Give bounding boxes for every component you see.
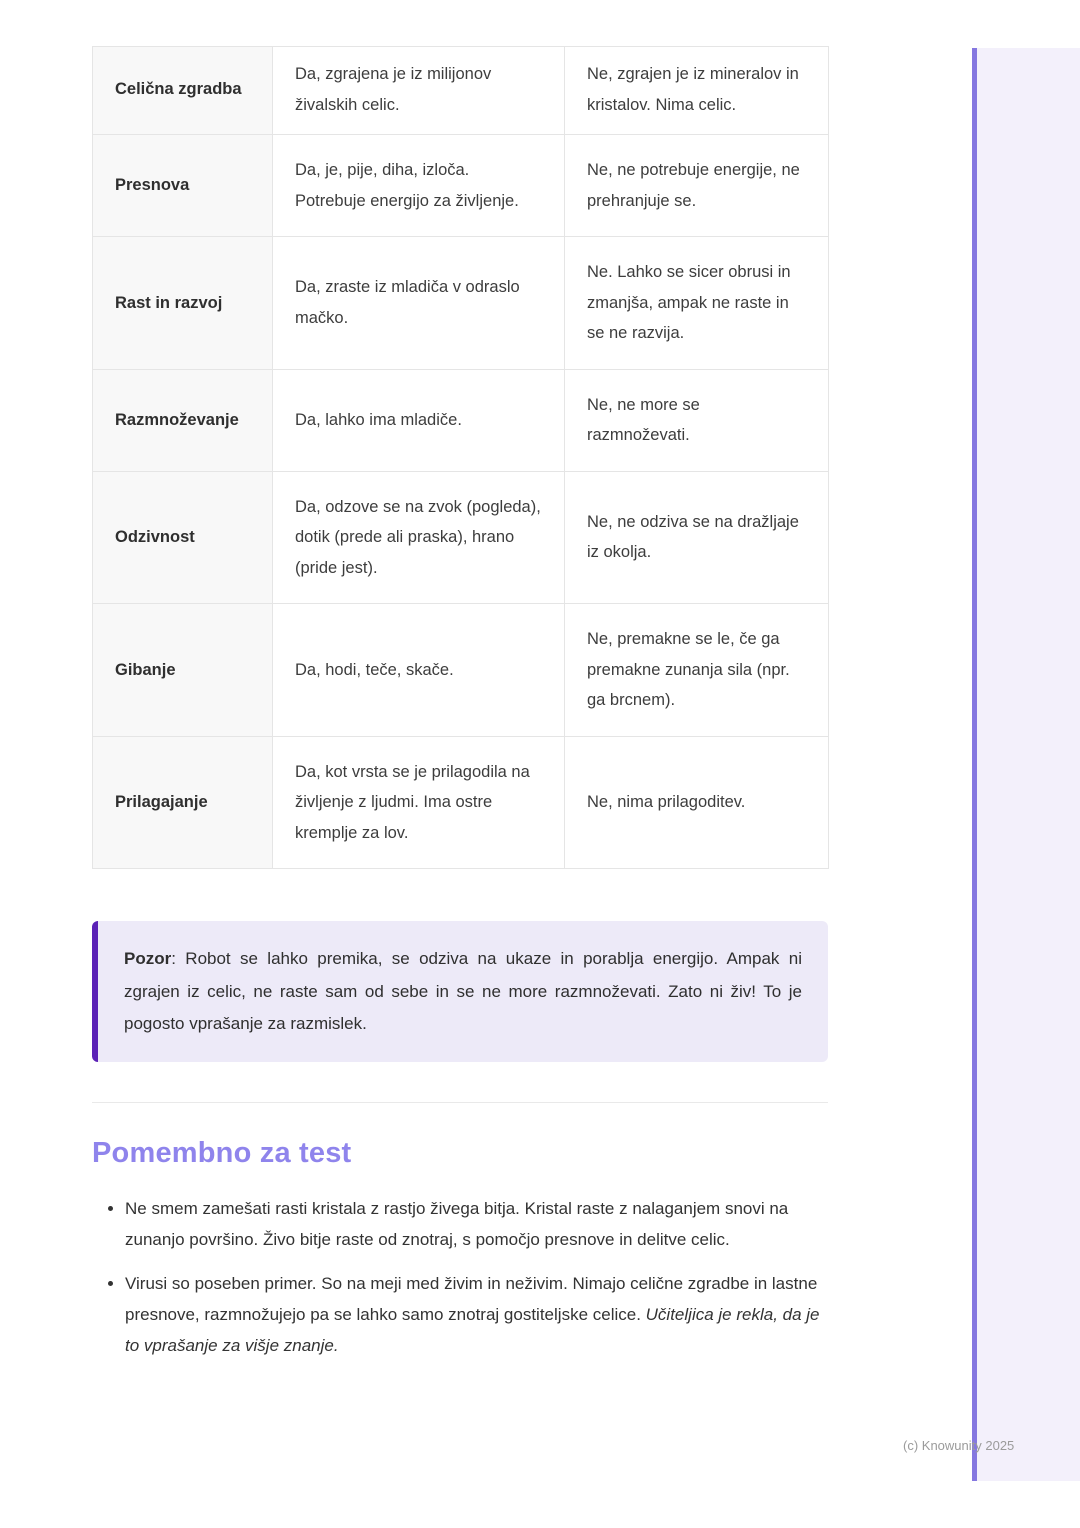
- section-divider: [92, 1102, 828, 1103]
- table-row: [93, 604, 829, 737]
- living-answer-cell: Da, hodi, teče, skače.: [273, 604, 565, 737]
- living-answer-cell: Da, kot vrsta se je prilagodila na življenje z ljudmi. Ima ostre kremplje za lov.: [273, 736, 565, 869]
- right-margin-strip: [977, 48, 1080, 1481]
- table-row: [93, 47, 829, 135]
- table-row: [93, 135, 829, 237]
- section-heading: Pomembno za test: [92, 1137, 352, 1170]
- list-item-text: Ne smem zamešati rasti kristala z rastjo živega bitja. Kristal raste z nalaganjem snovi na zunanjo površino. Živo bitje raste od znotraj, s pomočjo presnove in delitve celic.: [125, 1199, 789, 1250]
- criterion-cell: Razmnoževanje: [93, 369, 273, 471]
- list-item-text: Virusi so poseben primer. So na meji med živim in neživim. Nimajo celične zgradbe in lastne presnove, razmnožujejo pa se lahko samo znotraj gostiteljske celice.: [125, 1274, 818, 1324]
- document-content: [92, 0, 828, 1375]
- nonliving-answer-cell: Ne, ne odziva se na dražljaje iz okolja.: [565, 471, 829, 604]
- living-vs-nonliving-table: [92, 46, 829, 869]
- nonliving-answer-cell: Ne, premakne se le, če ga premakne zunanja sila (npr. ga brcnem).: [565, 604, 829, 737]
- callout-label: Pozor: [124, 949, 172, 969]
- nonliving-answer-cell: Ne, ne more se razmnoževati.: [565, 369, 829, 471]
- copyright-text: (c) Knowunity 2025: [903, 1438, 1015, 1453]
- important-notes-list: [92, 1194, 828, 1362]
- table-row: [93, 237, 829, 370]
- table-row: [93, 471, 829, 604]
- criterion-cell: Odzivnost: [93, 471, 273, 604]
- table-row: [93, 369, 829, 471]
- nonliving-answer-cell: Ne. Lahko se sicer obrusi in zmanjša, ampak ne raste in se ne razvija.: [565, 237, 829, 370]
- criterion-cell: Presnova: [93, 135, 273, 237]
- criterion-cell: Gibanje: [93, 604, 273, 737]
- pozor-callout: [92, 921, 828, 1062]
- right-accent-line: [972, 48, 977, 1481]
- nonliving-answer-cell: Ne, zgrajen je iz mineralov in kristalov. Nima celic.: [565, 47, 829, 135]
- list-item: [125, 1269, 828, 1362]
- living-answer-cell: Da, odzove se na zvok (pogleda), dotik (prede ali praska), hrano (pride jest).: [273, 471, 565, 604]
- list-item-italic-text: Učiteljica je rekla, da je to vprašanje za višje znanje.: [125, 1304, 820, 1355]
- nonliving-answer-cell: Ne, nima prilagoditev.: [565, 736, 829, 869]
- callout-text: : Robot se lahko premika, se odziva na ukaze in porablja energijo. Ampak ni zgrajen iz celic, ne raste sam od sebe in se ne more razmnoževati. Zato ni živ! To je pogosto vprašanje za razmislek.: [124, 949, 802, 1033]
- list-item: [125, 1194, 828, 1256]
- living-answer-cell: Da, zgrajena je iz milijonov živalskih celic.: [273, 47, 565, 135]
- nonliving-answer-cell: Ne, ne potrebuje energije, ne prehranjuje se.: [565, 135, 829, 237]
- criterion-cell: Celična zgradba: [93, 47, 273, 135]
- criterion-cell: Prilagajanje: [93, 736, 273, 869]
- living-answer-cell: Da, zraste iz mladiča v odraslo mačko.: [273, 237, 565, 370]
- living-answer-cell: Da, je, pije, diha, izloča. Potrebuje energijo za življenje.: [273, 135, 565, 237]
- criterion-cell: Rast in razvoj: [93, 237, 273, 370]
- table-row: [93, 736, 829, 869]
- living-answer-cell: Da, lahko ima mladiče.: [273, 369, 565, 471]
